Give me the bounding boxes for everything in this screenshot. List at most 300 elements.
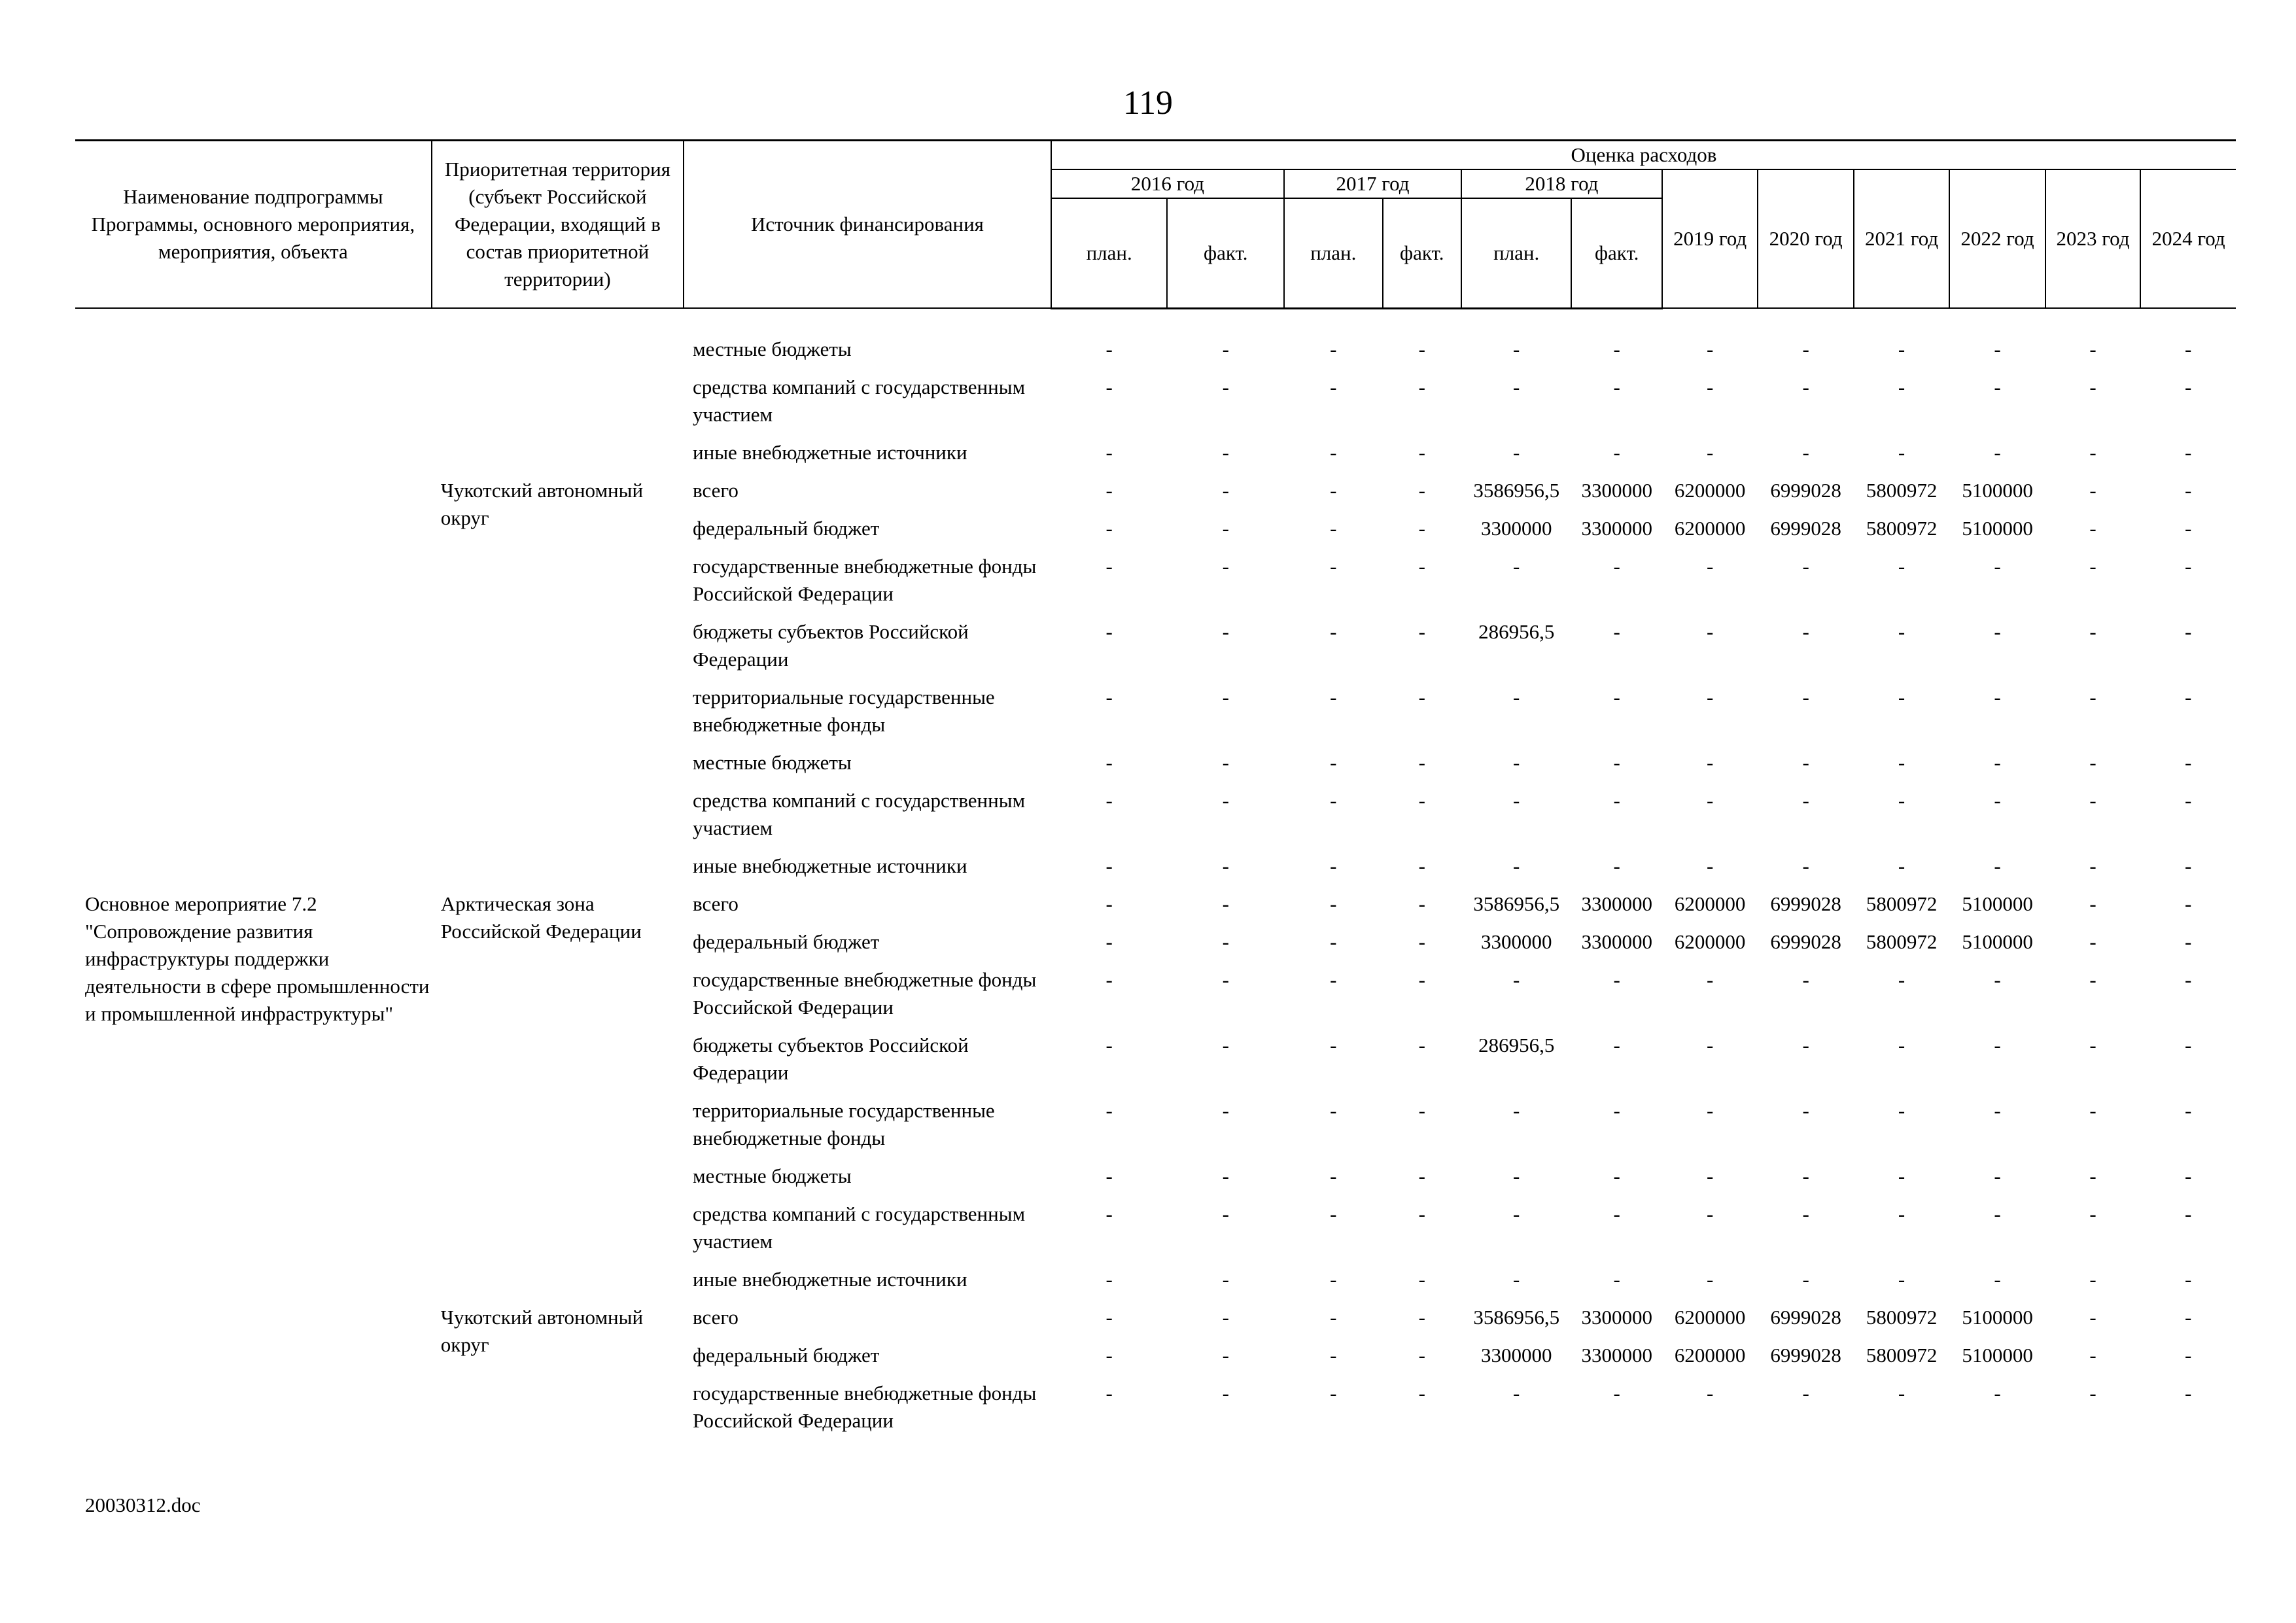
amount-cell: - <box>1105 854 1113 877</box>
amount-cell: - <box>1418 1202 1425 1225</box>
header-territory: Приоритетная территория (субъект Российской Федерации, входящий в состав приоритетной территории) <box>432 141 684 309</box>
amount-cell: - <box>1613 1202 1620 1225</box>
amount-cell: - <box>1418 516 1425 540</box>
amount-cell: - <box>1706 1202 1714 1225</box>
amount-cell: - <box>1802 968 1809 991</box>
amount-cell: - <box>1513 685 1520 708</box>
amount-cell: - <box>1418 375 1425 398</box>
amount-cell: - <box>1330 1305 1337 1329</box>
amount-cell: 6200000 <box>1674 478 1746 502</box>
amount-cell: - <box>1513 440 1520 464</box>
amount-cell: - <box>2184 1098 2192 1122</box>
header-source: Источник финансирования <box>684 141 1051 309</box>
amount-cell: - <box>1802 620 1809 643</box>
amount-cell: - <box>1994 1381 2001 1405</box>
amount-cell: - <box>1898 1267 1905 1291</box>
funding-source: бюджеты субъектов Российской Федерации <box>693 1033 969 1084</box>
funding-source: иные внебюджетные источники <box>693 440 967 464</box>
amount-cell: - <box>1222 337 1229 360</box>
amount-cell: - <box>1994 1033 2001 1056</box>
amount-cell: - <box>1802 685 1809 708</box>
amount-cell: 3300000 <box>1480 1343 1552 1367</box>
amount-cell: - <box>2184 440 2192 464</box>
amount-cell: - <box>1613 1164 1620 1187</box>
amount-cell: - <box>2089 1305 2096 1329</box>
header-2016: 2016 год <box>1051 169 1284 198</box>
amount-cell: - <box>1105 1343 1113 1367</box>
amount-cell: 3300000 <box>1581 892 1652 915</box>
header-2018-plan: план. <box>1461 198 1572 308</box>
header-2023: 2023 год <box>2045 169 2140 308</box>
amount-cell: - <box>2089 1033 2096 1056</box>
amount-cell: - <box>1330 930 1337 953</box>
amount-cell: - <box>2184 892 2192 915</box>
amount-cell: - <box>1513 788 1520 812</box>
amount-cell: - <box>1513 554 1520 578</box>
amount-cell: - <box>1802 337 1809 360</box>
amount-cell: - <box>1418 1381 1425 1405</box>
amount-cell: - <box>1222 892 1229 915</box>
amount-cell: - <box>1330 478 1337 502</box>
amount-cell: - <box>1418 440 1425 464</box>
amount-cell: - <box>2089 337 2096 360</box>
amount-cell: 3586956,5 <box>1473 892 1560 915</box>
amount-cell: - <box>1513 968 1520 991</box>
funding-source: территориальные государственные внебюджетные фонды <box>693 685 995 736</box>
amount-cell: - <box>1105 750 1113 774</box>
amount-cell: 5100000 <box>1962 930 2033 953</box>
amount-cell: 6200000 <box>1674 516 1746 540</box>
file-name-footer: 20030312.doc <box>85 1493 201 1516</box>
page-number: 119 <box>1122 84 1174 122</box>
amount-cell: - <box>2089 1202 2096 1225</box>
amount-cell: - <box>1330 620 1337 643</box>
header-2019: 2019 год <box>1662 169 1758 308</box>
amount-cell: - <box>1330 1033 1337 1056</box>
amount-cell: - <box>1105 554 1113 578</box>
territory-cell <box>432 336 684 477</box>
amount-cell: - <box>2184 1164 2192 1187</box>
amount-cell: - <box>2184 478 2192 502</box>
amount-cell: - <box>1802 1267 1809 1291</box>
amount-cell: - <box>1222 1202 1229 1225</box>
measure-name: Основное мероприятие 7.2 "Сопровождение развития инфраструктуры поддержки деятельности в сфере промышленности и промышленной инфраструктуры" <box>85 892 430 1025</box>
amount-cell: - <box>2184 554 2192 578</box>
amount-cell: - <box>2089 1343 2096 1367</box>
amount-cell: 6999028 <box>1770 930 1841 953</box>
amount-cell: - <box>1513 1164 1520 1187</box>
amount-cell: 286956,5 <box>1478 1033 1555 1056</box>
header-2022: 2022 год <box>1949 169 2045 308</box>
amount-cell: 3300000 <box>1581 1343 1652 1367</box>
amount-cell: - <box>1418 750 1425 774</box>
header-2020: 2020 год <box>1758 169 1853 308</box>
funding-source: иные внебюджетные источники <box>693 1267 967 1291</box>
amount-cell: - <box>1222 968 1229 991</box>
amount-cell: - <box>2184 930 2192 953</box>
amount-cell: - <box>1105 892 1113 915</box>
amount-cell: - <box>1222 1381 1229 1405</box>
amount-cell: - <box>1222 930 1229 953</box>
header-2016-plan: план. <box>1051 198 1168 308</box>
amount-cell: - <box>2089 930 2096 953</box>
header-estimate: Оценка расходов <box>1051 141 2236 170</box>
funding-source: местные бюджеты <box>693 337 852 360</box>
amount-cell: - <box>1105 685 1113 708</box>
amount-cell: - <box>2089 968 2096 991</box>
amount-cell: - <box>2089 1267 2096 1291</box>
amount-cell: - <box>1706 337 1714 360</box>
amount-cell: - <box>1706 1033 1714 1056</box>
amount-cell: 5800972 <box>1866 930 1938 953</box>
amount-cell: - <box>2184 516 2192 540</box>
amount-cell: - <box>1105 1164 1113 1187</box>
amount-cell: - <box>1513 854 1520 877</box>
amount-cell: - <box>1222 375 1229 398</box>
amount-cell: - <box>1418 1343 1425 1367</box>
amount-cell: - <box>1994 620 2001 643</box>
amount-cell: - <box>1898 620 1905 643</box>
amount-cell: - <box>1222 554 1229 578</box>
amount-cell: - <box>2089 788 2096 812</box>
amount-cell: - <box>1330 750 1337 774</box>
amount-cell: - <box>1418 1098 1425 1122</box>
amount-cell: 5100000 <box>1962 1343 2033 1367</box>
amount-cell: - <box>1994 685 2001 708</box>
amount-cell: - <box>1613 1381 1620 1405</box>
amount-cell: 3300000 <box>1581 478 1652 502</box>
amount-cell: - <box>1802 1098 1809 1122</box>
amount-cell: - <box>1330 968 1337 991</box>
amount-cell: - <box>1418 1305 1425 1329</box>
amount-cell: - <box>1222 1164 1229 1187</box>
amount-cell: - <box>1222 750 1229 774</box>
amount-cell: - <box>1105 1098 1113 1122</box>
funding-source: всего <box>693 1305 739 1329</box>
amount-cell: - <box>2184 854 2192 877</box>
amount-cell: - <box>1105 1381 1113 1405</box>
amount-cell: 3300000 <box>1581 516 1652 540</box>
amount-cell: 3586956,5 <box>1473 1305 1560 1329</box>
amount-cell: - <box>1105 337 1113 360</box>
amount-cell: - <box>2184 1305 2192 1329</box>
amount-cell: - <box>1222 1267 1229 1291</box>
funding-source: бюджеты субъектов Российской Федерации <box>693 620 969 671</box>
amount-cell: - <box>1330 554 1337 578</box>
amount-cell: - <box>1898 788 1905 812</box>
amount-cell: - <box>1418 788 1425 812</box>
amount-cell: - <box>1994 1164 2001 1187</box>
amount-cell: - <box>1222 440 1229 464</box>
amount-cell: - <box>1613 685 1620 708</box>
amount-cell: - <box>1105 375 1113 398</box>
funding-source: государственные внебюджетные фонды Российской Федерации <box>693 1381 1037 1432</box>
amount-cell: 5800972 <box>1866 892 1938 915</box>
amount-cell: - <box>1898 750 1905 774</box>
amount-cell: - <box>1222 788 1229 812</box>
amount-cell: - <box>2089 1164 2096 1187</box>
amount-cell: - <box>1613 440 1620 464</box>
amount-cell: - <box>2184 1267 2192 1291</box>
amount-cell: - <box>1613 337 1620 360</box>
measure-name <box>75 1304 432 1445</box>
table-row <box>75 477 2236 515</box>
amount-cell: - <box>1330 1202 1337 1225</box>
header-2017: 2017 год <box>1284 169 1461 198</box>
territory-cell: Чукотский автономный округ <box>440 1305 644 1356</box>
amount-cell: 5100000 <box>1962 1305 2033 1329</box>
amount-cell: - <box>1105 930 1113 953</box>
funding-source: всего <box>693 478 739 502</box>
funding-source: федеральный бюджет <box>693 516 880 540</box>
amount-cell: - <box>1418 554 1425 578</box>
amount-cell: - <box>1706 375 1714 398</box>
table-row <box>75 890 2236 928</box>
amount-cell: - <box>1802 788 1809 812</box>
amount-cell: - <box>2089 1098 2096 1122</box>
amount-cell: - <box>1330 1164 1337 1187</box>
amount-cell: - <box>1994 788 2001 812</box>
amount-cell: - <box>1222 516 1229 540</box>
funding-source: государственные внебюджетные фонды Российской Федерации <box>693 968 1037 1019</box>
amount-cell: - <box>1105 1305 1113 1329</box>
funding-source: федеральный бюджет <box>693 1343 880 1367</box>
amount-cell: - <box>1706 554 1714 578</box>
amount-cell: - <box>1994 440 2001 464</box>
amount-cell: - <box>1105 788 1113 812</box>
amount-cell: - <box>1330 854 1337 877</box>
amount-cell: - <box>1613 1098 1620 1122</box>
amount-cell: 5100000 <box>1962 478 2033 502</box>
amount-cell: - <box>1706 620 1714 643</box>
header-2018-fact: факт. <box>1571 198 1661 308</box>
amount-cell: 6200000 <box>1674 892 1746 915</box>
amount-cell: - <box>1330 685 1337 708</box>
expenditure-table <box>75 139 2236 1445</box>
amount-cell: - <box>1898 968 1905 991</box>
amount-cell: - <box>1418 968 1425 991</box>
amount-cell: - <box>2184 620 2192 643</box>
amount-cell: - <box>1994 337 2001 360</box>
amount-cell: - <box>1898 337 1905 360</box>
funding-source: территориальные государственные внебюджетные фонды <box>693 1098 995 1149</box>
amount-cell: - <box>1418 620 1425 643</box>
amount-cell: - <box>1105 516 1113 540</box>
amount-cell: - <box>1222 478 1229 502</box>
amount-cell: - <box>2089 516 2096 540</box>
amount-cell: - <box>1330 337 1337 360</box>
header-2021: 2021 год <box>1854 169 1949 308</box>
amount-cell: - <box>1330 1098 1337 1122</box>
header-2017-fact: факт. <box>1383 198 1461 308</box>
amount-cell: - <box>1613 620 1620 643</box>
amount-cell: - <box>1418 685 1425 708</box>
amount-cell: - <box>1898 440 1905 464</box>
amount-cell: - <box>2089 750 2096 774</box>
amount-cell: - <box>1994 968 2001 991</box>
header-2017-plan: план. <box>1284 198 1382 308</box>
amount-cell: - <box>1330 1343 1337 1367</box>
amount-cell: - <box>1898 1033 1905 1056</box>
amount-cell: - <box>2089 685 2096 708</box>
amount-cell: - <box>1994 854 2001 877</box>
amount-cell: - <box>1330 440 1337 464</box>
amount-cell: - <box>1802 440 1809 464</box>
amount-cell: - <box>1994 375 2001 398</box>
amount-cell: - <box>2184 1381 2192 1405</box>
amount-cell: - <box>1418 337 1425 360</box>
amount-cell: - <box>1706 1164 1714 1187</box>
amount-cell: - <box>1222 1305 1229 1329</box>
amount-cell: - <box>1105 440 1113 464</box>
amount-cell: - <box>1513 1381 1520 1405</box>
amount-cell: - <box>1802 1202 1809 1225</box>
amount-cell: - <box>1513 337 1520 360</box>
amount-cell: 6999028 <box>1770 516 1841 540</box>
amount-cell: - <box>1802 554 1809 578</box>
amount-cell: - <box>1706 968 1714 991</box>
amount-cell: - <box>2089 554 2096 578</box>
amount-cell: - <box>1613 1033 1620 1056</box>
amount-cell: - <box>1706 788 1714 812</box>
amount-cell: - <box>1706 750 1714 774</box>
amount-cell: - <box>2184 1343 2192 1367</box>
table-body <box>75 308 2236 1445</box>
amount-cell: - <box>1898 1381 1905 1405</box>
amount-cell: - <box>1802 854 1809 877</box>
amount-cell: - <box>1222 1343 1229 1367</box>
amount-cell: 5100000 <box>1962 892 2033 915</box>
amount-cell: - <box>1706 1098 1714 1122</box>
amount-cell: 6999028 <box>1770 1305 1841 1329</box>
amount-cell: - <box>1994 1267 2001 1291</box>
funding-source: всего <box>693 892 739 915</box>
amount-cell: 6200000 <box>1674 1343 1746 1367</box>
amount-cell: - <box>1513 375 1520 398</box>
amount-cell: - <box>1105 620 1113 643</box>
amount-cell: - <box>1222 1098 1229 1122</box>
amount-cell: - <box>1706 685 1714 708</box>
amount-cell: - <box>1802 750 1809 774</box>
amount-cell: - <box>1898 685 1905 708</box>
amount-cell: - <box>2089 892 2096 915</box>
amount-cell: 6999028 <box>1770 478 1841 502</box>
amount-cell: 6999028 <box>1770 1343 1841 1367</box>
amount-cell: - <box>1105 1202 1113 1225</box>
header-2024: 2024 год <box>2140 169 2236 308</box>
amount-cell: - <box>1802 1033 1809 1056</box>
amount-cell: 5800972 <box>1866 478 1938 502</box>
amount-cell: 3586956,5 <box>1473 478 1560 502</box>
amount-cell: - <box>1613 1267 1620 1291</box>
amount-cell: - <box>2184 788 2192 812</box>
amount-cell: - <box>1613 788 1620 812</box>
amount-cell: 3300000 <box>1581 930 1652 953</box>
amount-cell: - <box>1994 750 2001 774</box>
amount-cell: - <box>2184 1033 2192 1056</box>
amount-cell: - <box>1330 892 1337 915</box>
amount-cell: - <box>2184 1202 2192 1225</box>
funding-source: средства компаний с государственным участием <box>693 788 1026 839</box>
amount-cell: 5100000 <box>1962 516 2033 540</box>
amount-cell: - <box>1222 1033 1229 1056</box>
amount-cell: - <box>1706 1381 1714 1405</box>
amount-cell: - <box>1418 1033 1425 1056</box>
amount-cell: - <box>1994 1202 2001 1225</box>
amount-cell: - <box>2089 1381 2096 1405</box>
header-name: Наименование подпрограммы Программы, основного мероприятия, мероприятия, объекта <box>75 141 432 309</box>
territory-cell: Чукотский автономный округ <box>440 478 644 529</box>
amount-cell: - <box>1105 968 1113 991</box>
amount-cell: - <box>1513 1267 1520 1291</box>
amount-cell: - <box>1706 1267 1714 1291</box>
amount-cell: - <box>2089 854 2096 877</box>
table-header <box>75 141 2236 309</box>
amount-cell: - <box>2184 685 2192 708</box>
amount-cell: - <box>1330 1267 1337 1291</box>
amount-cell: - <box>1802 375 1809 398</box>
amount-cell: - <box>1898 375 1905 398</box>
amount-cell: - <box>1898 854 1905 877</box>
amount-cell: - <box>1418 1164 1425 1187</box>
amount-cell: - <box>1330 1381 1337 1405</box>
funding-source: федеральный бюджет <box>693 930 880 953</box>
amount-cell: - <box>1994 554 2001 578</box>
amount-cell: 5800972 <box>1866 516 1938 540</box>
territory-cell: Арктическая зона Российской Федерации <box>440 892 642 943</box>
amount-cell: - <box>1418 854 1425 877</box>
funding-source: местные бюджеты <box>693 1164 852 1187</box>
amount-cell: - <box>1330 516 1337 540</box>
amount-cell: - <box>1105 1267 1113 1291</box>
amount-cell: 3300000 <box>1480 930 1552 953</box>
table-row <box>75 1304 2236 1342</box>
amount-cell: - <box>1613 375 1620 398</box>
funding-source: местные бюджеты <box>693 750 852 774</box>
funding-source: средства компаний с государственным участием <box>693 375 1026 426</box>
amount-cell: 6200000 <box>1674 1305 1746 1329</box>
amount-cell: - <box>1706 440 1714 464</box>
amount-cell: - <box>1418 892 1425 915</box>
amount-cell: - <box>2184 750 2192 774</box>
measure-name <box>75 336 432 477</box>
amount-cell: - <box>1222 620 1229 643</box>
funding-source: иные внебюджетные источники <box>693 854 967 877</box>
amount-cell: - <box>1222 854 1229 877</box>
amount-cell: - <box>1330 375 1337 398</box>
amount-cell: - <box>1898 1098 1905 1122</box>
amount-cell: - <box>2184 968 2192 991</box>
amount-cell: - <box>1613 854 1620 877</box>
amount-cell: 286956,5 <box>1478 620 1555 643</box>
amount-cell: 6999028 <box>1770 892 1841 915</box>
amount-cell: - <box>1513 750 1520 774</box>
amount-cell: - <box>1418 930 1425 953</box>
amount-cell: - <box>2089 620 2096 643</box>
amount-cell: - <box>1222 685 1229 708</box>
amount-cell: - <box>1105 1033 1113 1056</box>
amount-cell: - <box>2184 375 2192 398</box>
amount-cell: - <box>1513 1202 1520 1225</box>
amount-cell: - <box>1418 478 1425 502</box>
amount-cell: - <box>2089 375 2096 398</box>
funding-source: государственные внебюджетные фонды Российской Федерации <box>693 554 1037 605</box>
measure-name <box>75 477 432 890</box>
amount-cell: - <box>1802 1164 1809 1187</box>
amount-cell: - <box>2184 337 2192 360</box>
amount-cell: 3300000 <box>1581 1305 1652 1329</box>
header-2016-fact: факт. <box>1167 198 1284 308</box>
